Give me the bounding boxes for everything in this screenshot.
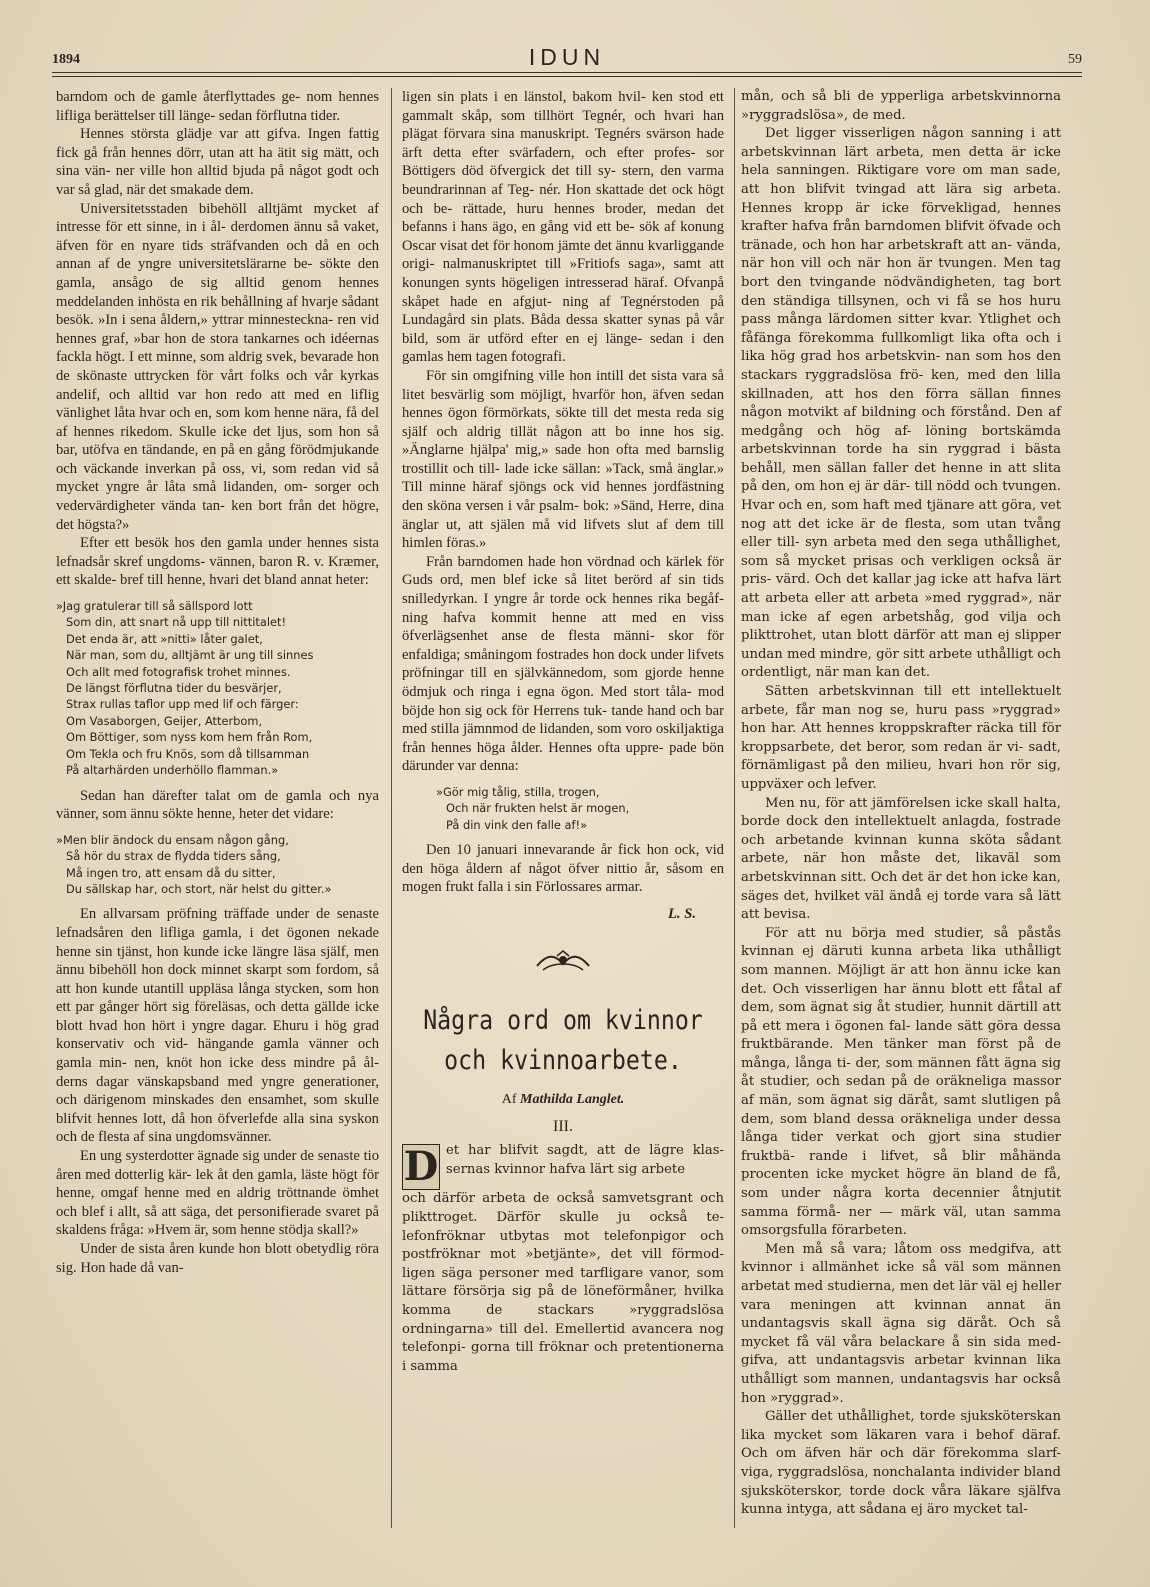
text-line: arbete, får man nog se, huru pass »ryggrad» [741,702,1061,718]
text-line: och plikttrohet, utan blott därför att man ej [741,609,1061,644]
text-line: uthålligt och ordentligt, när man kan det. [741,646,1062,681]
paragraph [741,683,1061,795]
text-line: postfröknar mot »betjänte», det vill förmod- [402,1247,724,1263]
text-line: tänker man först på de många, långa ti- [741,1037,1061,1071]
text-line: hon kunde icke längre läsa själf, men [156,943,379,960]
text-line: ryggrad i bästa behåll, men sällan faller det [741,442,1061,476]
text-line: sista vara så litet besvärlig som möjligt, [402,367,724,403]
text-line: barndom och de gamle återflyttades ge- [56,89,301,105]
poem-line: Så hör du strax de flydda tiders sång, [66,849,281,864]
text-line: hon ofta med barnslig trostillit och till- [402,442,724,477]
text-line: obetydlig röra sig. Hon hade då van- [56,1241,379,1276]
text-line: löning bortskämda arbetskvinnan torde ha sin [741,423,1061,458]
text-line: som mannen. Möjligt är att hon ännu [741,962,999,978]
text-line: hängande gamla vänner och gamla min- [56,1036,380,1072]
text-line: nan som hos den stackars ryggradslösa frö- [741,349,1061,383]
text-line: de senaste lefnadsåren den lifliga gamla, [56,906,379,941]
text-line: lade icke sällan: »Tack, små änglar.» [504,460,724,477]
paragraph [402,1142,724,1179]
text-line: att konungen synts högeligen intresserad [402,256,724,291]
text-line: plats. Båda dessa skatter synas på vår [493,312,724,329]
text-line: ligen säga personer med tarfligare vanor, som [402,1265,724,1281]
text-line: hela sanningen. Riktigare vore om man sade, [741,163,1061,179]
text-line: tider verkat och gjort sina studier fruktbä- [741,1130,1061,1164]
text-line: Under de sista åren kunde hon blott [80,1241,292,1257]
text-line: tag bort den ständiga tillsynen, och vi få se [741,274,1061,309]
text-line: och de flesta af sina ungdomsvänner. [56,1129,272,1146]
text-line: lika ofta och i lika hög grad hos arbetskvin- [741,330,1062,365]
text-line: komma de stackars »ryggradslösa ordningarna» [402,1302,724,1337]
text-line: till del. Emellertid avancera nog telefonpi- [402,1321,724,1356]
text-line: så mycket prisas och verkligen också är pris- [741,553,1061,588]
signature: L. S. [668,905,696,922]
text-line: några korta decennier åtnjutit samma förmå- [741,1186,1061,1220]
text-line: hennes sista lefnadsår skref ungdoms- [56,535,379,570]
poem-line: Om Tekla och fru Knös, som då tillsamman [66,746,310,761]
text-line: nalmanuskriptet till »Fritiofs saga», samt [442,256,702,273]
text-line: viga, ryggradslösa, nonchalanta individer bland [741,1464,1061,1480]
text-line: annan af de yngre universitetslärarne be- [56,256,313,273]
paragraph [402,88,724,367]
text-line: rik behållning af hvarje sådant besök. [56,293,379,329]
text-line: manuskript. Tegnérs svärson hade ärft [402,126,724,161]
poem-line: Det enda är, att »nitti» låter galet, [66,631,263,646]
text-line: tankarnes och idéernas fackla högt. I [56,330,379,366]
text-line: nér. Hon skattade det ock högt och be- [402,181,725,217]
text-line: och sedan på de oräkneliga massor af män, [741,1074,1061,1109]
poem-line: »Gör mig tålig, stilla, trogen, [436,784,600,799]
text-line: Den 10 januari innevarande år fick [426,842,641,859]
text-line: mycket yngre år låta små lidanden, om- [56,479,308,496]
text-line: Ehuru i hög grad konservativ och vid- [56,1017,379,1053]
text-line: kunna intyga, att sådana ej äro mycket tal- [741,1502,1028,1518]
text-line: den ensamhet, som skulle blifvit hennes [56,1092,380,1127]
text-line: viss öfverlägsenhet anse de flesta männi- [402,609,724,645]
text-line: derns dagar vänskapsband med yngre [56,1073,295,1090]
paragraph [56,200,379,535]
text-line: sökte den gamla, ansågo de sig alltid [56,256,379,291]
text-line: uppläsa långa stycken, som hon ett par [56,980,379,1016]
poem-line: Strax rullas taflor upp med lif och färger: [66,697,299,712]
text-line: sjuksköterskor, torde dock våra läkare själfva [741,1483,1061,1499]
text-line: lättare försörja sig på de löneförmåner, hvilka [402,1284,724,1300]
paragraph [402,553,724,776]
byline [402,1091,724,1110]
text-line: de skönaste uttrycken för vårt folks och [56,367,308,384]
text-line: Till minne häraf sjöngs ock vid hennes [402,479,647,496]
poem-line: När man, som du, alltjämt är ung till sinnes [66,648,314,663]
drop-cap: D [403,1143,439,1191]
text-line: lek åt den gamla, läste högt för henne, [56,1166,379,1202]
text-line: Men tag bort den tvingande nödvändigheten, [741,256,1061,290]
text-line: bok: »Sänd, Herre, dina änglar ut, att [402,498,725,533]
text-line: rättade, huru hennes broder, medan det [462,200,724,217]
text-line: själf och aldrig tillät någon att bo inne [402,423,665,440]
text-line: derdomen ännu så vaket, äfven för en [56,219,379,254]
text-line: icke är de flesta, som utan tvång eller till- [741,516,1062,551]
column-2 [402,88,724,1376]
text-line: ken, med den lilla skillnaden, att hos den [741,367,1061,402]
text-line: Men nu, för att jämförelsen icke skall [765,795,1019,811]
text-line: »In i sena åldern,» yttrar minnesteckna- [98,312,334,329]
text-line: och plikttroget. Därför skulle ju också te- [402,1191,724,1225]
text-line: kvinnor i allmänhet icke så väl som männen [741,1260,1061,1276]
poem-line: Du sällskap har, och stort, när helst du gitter.» [66,881,332,896]
poem-line: Om Vasaborgen, Geijer, Atterbom, [66,713,263,728]
text-line: hvarför hon, äfven sedan hennes ögon [402,386,724,422]
poem-line: »Men blir ändock du ensam någon gång, [56,832,289,847]
text-line: ömhet och blef i allt, så att säga, det [56,1185,380,1220]
poem-line: På din vink den falle af!» [446,817,588,832]
poem-line: På altarhärden underhöllo flamman.» [66,763,279,778]
paragraph [741,1241,1061,1408]
text-line: detta efter svärfadern, och efter profes- [432,144,696,161]
text-line: lott, då hon öfverlefde alla sina syskon [142,1110,379,1127]
text-line: att arbeta eller att arbeta »med ryggrad», [741,591,1033,607]
poem-quote [56,832,379,898]
text-line: som fordom, så att hon kunde utantill [56,962,379,997]
text-line: ligen sin plats i en länstol, bakom hvil- [402,89,646,105]
text-line: halta, borde dock den intellektuelt anlagda, [741,795,1061,830]
text-line: utan att ha ätit sig mätt, och sina vän- [56,144,379,180]
text-line: arbetat med studierna, men det lär väl ej [741,1279,1018,1294]
text-line: och var så glad, när det smakade dem. [56,163,380,198]
text-line: lefonfröknar utbytas mot telefonpigor och [402,1228,724,1244]
page-header [52,44,1082,74]
paragraph [741,1408,1061,1520]
page-number: 59 [1068,52,1082,67]
text-line: och ringa i egna ögon. Med stort tåla- [452,684,692,700]
text-line: ner — märk väl, utan samma omsorgsfulla [741,1204,1061,1239]
text-line: ken bort från det högre, det högsta?» [56,498,379,533]
text-line: sadt, förnämligast på den milieu, hvari hon [741,739,1062,774]
text-line: sök af konung Oscar visat det för honom [402,219,724,254]
text-line: i det ögonen nekade henne sin tjänst, [56,924,379,960]
text-line: För sin omgifning ville hon intill det [426,367,647,384]
text-line: och en, som kom henne nära, få del af [56,405,379,440]
text-line: Men må så vara; låtom oss medgifva, att [765,1241,1061,1257]
text-line: häraf. Ofvanpå skåpet hade en afgjut- [402,274,724,310]
poem-line: Som din, att snart nå upp till nittitalet! [66,615,287,630]
text-line: vännen, baron R. v. Kræmer, ett skalde- [56,553,379,589]
text-line: värd. Och det kallar jag icke att hafva lärt [775,572,1061,588]
text-line: rör sig, uppväxer och lefver. [741,758,1061,792]
text-line: bref till henne, hvari det bland annat [120,572,332,589]
byline-author: Mathilda Langlet. [520,1092,625,1108]
text-line: Ytlighet och fåfänga förekomma fullkomligt [741,312,1061,346]
text-line: vända, när hon vill och när hon är tvungen. [741,237,1062,272]
text-line: En ung systerdotter ägnade sig under [80,1148,297,1165]
text-line: ett minne, som aldrig svek, bevarade hon [137,349,379,366]
text-line: sådant arbete, när hon måste det, likaväl som [741,832,1061,867]
text-line: kvinnan ej däruti kunna arbeta lika uthålligt [741,944,1061,960]
poem-line: Må ingen tro, att ensam då du sitter, [66,865,276,880]
text-line: der, som männen fått ägna sig åt studier, [741,1055,1062,1090]
text-line: mycket få väl våra belackare å sin sida med- [741,1334,1061,1350]
text-line: som hon så bar, utöfva en tändande, en [56,423,380,459]
text-line: heter: [335,572,369,589]
poem-line: Och allt med fotografisk trohet minnes. [66,664,291,679]
text-line: och nya vänner, som ännu sökte henne, [56,787,379,823]
text-line: bild, som är utförd efter en ej länge- [402,330,643,347]
paragraph [56,1240,379,1277]
paragraph [741,88,1061,125]
text-line: Universitetsstaden bibehöll alltjämt [80,200,303,217]
text-line: mån, och så bli de ypperliga arbetskvinnorna [741,89,1061,104]
text-line: Och om äfven här och där förekomma slarf- [741,1446,1061,1462]
text-line: yngre år torde ock hennes rika begåf- [493,591,724,608]
text-line: lika mycket som läkaren vara i behof däraf. [741,1427,1061,1443]
text-line: henne in att slita på den, om hon ej är där- [741,460,1061,495]
text-line: befanns i hans ägo, en gång vid ett be- [402,219,635,236]
text-line: själen må vid lifvets slut af dem till [490,516,724,533]
text-line: icke blott hvad hon hört i yngre dagar. [56,999,380,1034]
text-line: förra sällan finnes någon motvikt af bildning [741,386,1061,421]
text-line: nom hennes lifliga berättelser till länge- [56,89,379,124]
text-line: hos huru pass många lärdomen sitter kvar. [741,293,1061,328]
paragraph [402,367,724,553]
column-1 [56,88,379,1277]
text-line: ännu bibehöll hon dock minnet skarpt [56,962,282,979]
text-line: »ryggradslösa», de med. [741,107,906,123]
text-line: litet berörd af sin tids snilledyrkan. I [402,572,724,608]
article-body [402,1142,724,1376]
text-line: För att nu börja med studier, så påstås [765,925,1061,941]
text-line: gånger hört sig föreläsas, och detta gällde [99,999,350,1016]
text-line: sor Böttigers död öfvergick det till sy- [402,144,724,180]
column-divider-2 [734,88,735,1528]
text-line: för kroppsarbete, det beror, som redan är vi- [741,721,1061,755]
text-line: syn arbeta med den sega uthållighet, som [741,535,1061,569]
text-line: hennes rikedom. Skulle icke det ljus, [73,423,302,440]
text-line: ner ville hon alltid bjuda på något godt [115,163,353,180]
text-line: sorger och vedervärdigheter vända tan- [56,479,379,515]
text-line: kvinnoarbete. [500,1045,682,1077]
text-line: generationer, och därigenom minskades [56,1073,379,1109]
text-line: pade bön därunder var denna: [402,739,724,775]
text-line: hos sig. »Änglarne hjälpa' mig,» sade [402,423,724,459]
paragraph [56,787,379,824]
paragraph [56,88,379,125]
column-3 [741,88,1061,1520]
text-line: lande sätt göra dessa fruktbärande. Men [741,1018,1061,1053]
text-line: och tränade, och hon har arbetskraft att an- [741,219,1061,253]
paragraph [741,125,1061,683]
text-line: vår kyrkas andelif, och alltid var hon [56,367,379,403]
text-line: nen, knöt hon icke dess mindre på ål- [134,1055,379,1072]
poem-quote [56,598,379,778]
text-line: fostrade och arbetande kvinnan kunna sköta [741,814,1061,848]
text-line: skor för enfaldiga; småningom fostrades [402,628,724,663]
text-line: hon »ryggrad». [741,1390,844,1406]
header-title: IDUN [528,44,606,70]
poem-quote [402,784,724,833]
text-line: stern, den varma beundrarinnan af Teg- [402,163,724,198]
paragraph [56,905,379,1147]
text-line: till nödd och tvungen. Hvar och en, som [741,479,1061,514]
text-line: mycket af intresse för ett sinne, in i ål- [56,200,379,236]
text-line: och därför arbeta de också samvetsgrant [402,1191,693,1207]
text-line: icke kan det. Och visserligen har ännu blott [741,962,1062,997]
poem-line: De längst förflutna tider du besvärjer, [66,681,282,696]
text-line: hon har. Att hennes kroppskrafter räcka till [741,721,1037,737]
text-line: hon dock under lifvets pröfningar till en [402,646,724,682]
text-line: de lidanden, som voro oskiljaktiga från [402,721,724,756]
text-line: Gäller det uthållighet, torde sjuksköterskan [765,1409,1061,1425]
text-line: personifierade svaret på skaldens fråga: [56,1203,379,1239]
text-line: omgaf henne med en aldrig tröttnande [100,1185,337,1202]
text-line: jordfästning den sköna versen i vår psalm- [402,479,724,515]
text-line: jämte det ännu kvarliggande origi- [402,237,724,273]
text-line: »Hvem är, som henne stödja skall?» [147,1222,359,1239]
text-line: när man icke af egen arbetshåg, god vilja [741,591,1061,625]
text-line: hon ock, vid den höga åldern af något [402,842,724,877]
text-line: som bland dessa oräkneliga under dessa långa [741,1111,1061,1146]
text-line: himlen föras.» [402,535,487,552]
text-line: som ägnat sig däråt, samt slutligen på dem, [741,1093,1061,1127]
text-line: Sätten arbetskvinnan till ett intellektuelt [765,684,1061,699]
text-line: Några ord om kvinnor och [423,1005,703,1077]
text-line: slipper undan med mindre, gör sitt arbete [741,628,1061,662]
ornament-icon [402,950,724,982]
text-line: sedan förflutna tider. [218,107,341,124]
text-line: arbetskvinnan lärt arbeta, men detta är icke [741,144,1061,160]
text-line: Ingen fattig fick gå från hennes dörr, [56,126,380,161]
text-line: sernas kvinnor hafva lärt sig arbete [446,1161,686,1177]
text-line: Från barndomen hade hon vördnad och [426,553,661,570]
text-line: sedan i den gamlas hem tagen fotografi. [402,330,725,366]
text-line: uthålligt som mannen, undantagsvis har också [741,1371,1061,1387]
text-line: hennes höga ålder. Hennes ofta uppre- [430,739,664,756]
paragraph [56,1147,379,1240]
text-line: ett fåtal af dem, som ägnat sig åt studier, [741,981,1061,1016]
column-divider-1 [391,88,392,1528]
text-line: mycket högre än bland de få, som under [741,1167,1061,1202]
text-line: ken stod ett gammalt skåp, som tillhört [402,89,724,124]
header-rule [52,72,1082,77]
text-line: Hennes kropp är icke förvekligad, hennes [741,200,1061,216]
paragraph [56,534,379,590]
text-line: ning af Tegnérstoden på Lundagård sin [402,293,724,329]
header-year: 1894 [52,52,80,67]
text-line: heller vara meningen att kvinnan annat än [741,1279,1061,1313]
text-line: hunnit därtill att på ett mera i ögonen fal- [741,1000,1061,1034]
text-line: En allvarsam pröfning träffade under [80,906,310,923]
text-line: Tegnér, och hvari han plägat förvara sina [402,107,724,143]
text-line: de senaste tio åren med dotterlig kär- [56,1148,379,1183]
text-line: självkännedom, som gjorde henne ödmjuk [402,665,725,700]
text-line: så lätt att bevisa. [741,888,1061,923]
text-line: heter det vidare: [239,806,334,823]
text-line: att hon blifvit tvingad att lära sig arbeta. [741,181,1061,197]
text-line: redo att med en liflig vänlighet låta hvar [56,386,379,422]
text-line: mod böjde hon sig ock för Herrens tuk- [402,684,724,719]
text-line: ning hafva kommit henne att med en [402,609,686,626]
byline-prefix: Af [501,1092,517,1108]
poem-line: »Jag gratulerar till så sällspord lott [56,599,253,614]
text-line: haft med tjänare att göra, vet nog att det [741,498,1061,532]
paragraph [402,1190,724,1376]
poem-line: Om Böttiger, som nyss kom hem från Rom, [66,730,313,745]
text-line: krafter hafva från barndomen blifvit öfvade [741,219,1033,235]
text-line: ren vid hennes graf, »bar hon de stora [56,312,379,347]
text-line: och förstånd. Den af medgång och hög af- [741,405,1061,439]
text-line: tande hand och bar med stilla jämnmod [402,702,725,738]
section-number: III. [553,1117,573,1135]
text-line: kärlek för Guds ord, men blef icke så [402,553,724,589]
text-line: kan, säges det, hvilket väl ändå ej torde vara [741,869,1061,904]
text-line: nyare tids sträfvanden och då en och [142,237,380,254]
text-line: gorna till fröknar och pretentionerna i samma [402,1340,724,1374]
text-line: på en gång förödmjukande och väckande [56,442,379,477]
paragraph [741,925,1061,1241]
text-line: rande i lifvet, så blir måhända procenten icke [741,1148,1061,1183]
article-title [399,1001,728,1081]
text-line: inverkan på oss, vi, som redan vid så [144,460,380,477]
text-line: förmörkats, sökte till det mesta reda sig [482,405,724,422]
text-line: Sedan han därefter talat om de gamla [80,787,322,804]
paragraph [741,795,1061,925]
text-line: Det ligger visserligen någon sanning i att [765,126,1061,142]
text-line: Hennes största glädje var att gifva. [80,126,301,143]
text-line: förarbeten. [831,1223,907,1239]
text-line: Efter ett besök hos den gamla under [80,535,302,552]
text-line: gifva, att undantagsvis arbetar kvinnan lika [741,1353,1061,1369]
text-line: falla i sin Förlossares armar. [477,879,643,896]
poem-line: Och när frukten helst är mogen, [446,801,630,816]
paragraph [402,841,724,897]
text-line: arbetskvinnan sitt. Och det är det hon icke [741,869,1029,885]
paragraph [56,125,379,199]
text-line: genom hennes meddelanden inhösta en [56,274,379,310]
text-line: öfver nittio år, såsom en mogen frukt [402,860,724,896]
text-line: undantagsvis skall ägna sig däråt. Och så [741,1316,1061,1332]
text-line: et har blifvit sagdt, att de lägre klas- [446,1143,724,1159]
